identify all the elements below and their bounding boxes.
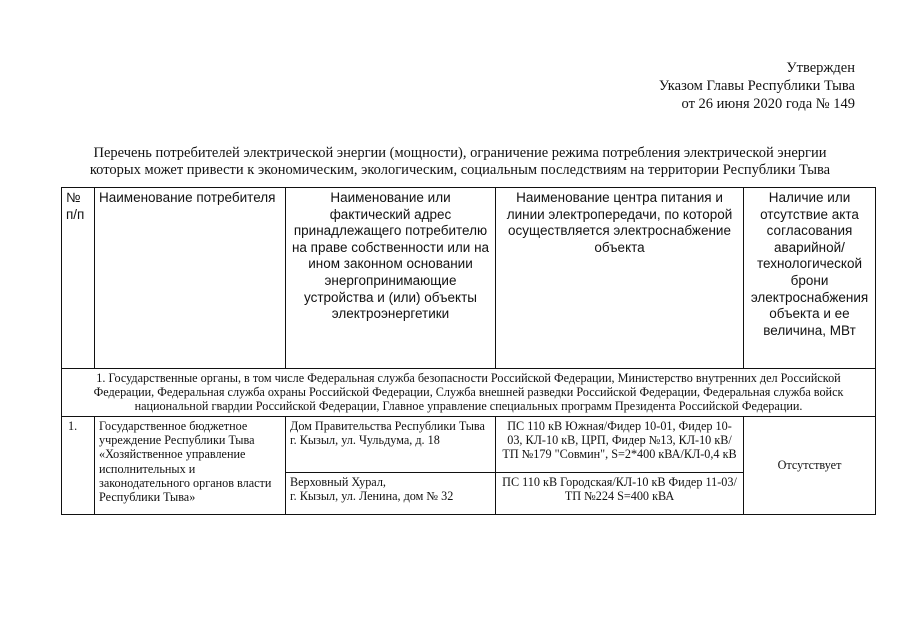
object-name: Дом Правительства Республики Тыва — [290, 418, 485, 433]
object-name: Верховный Хурал, — [290, 474, 386, 489]
document-title-line-2: которых может привести к экономическим, экологическим, социальным последствиям на территории Республики Тыва — [89, 162, 831, 178]
object-power-center: ПС 110 кВ Городская/КЛ-10 кВ Фидер 11-03/ТП №224 S=400 кВА — [496, 472, 744, 514]
header-reserve-act: Наличие или отсутствие акта согласования аварийной/ технологической брони электроснабжения объекта и ее величина, МВт — [744, 188, 876, 369]
table-row — [62, 416, 876, 472]
approval-line-date: от 26 июня 2020 года № 149 — [681, 96, 855, 112]
approval-line-approved: Утвержден — [786, 60, 855, 76]
row-consumer: Государственное бюджетное учреждение Республики Тыва «Хозяйственное управление исполнительных и законодательного органов власти Республики Тыва» — [95, 416, 286, 514]
approval-stamp — [659, 59, 855, 113]
header-consumer: Наименование потребителя — [95, 188, 286, 369]
row-number: 1. — [62, 416, 95, 514]
object-cell — [286, 472, 496, 514]
object-cell — [286, 416, 496, 472]
header-power-center: Наименование центра питания и линии электропередачи, по которой осуществляется электроснабжение объекта — [496, 188, 744, 369]
document-title — [60, 145, 860, 179]
row-reserve-act: Отсутствует — [744, 416, 876, 514]
header-num: № п/п — [62, 188, 95, 369]
section-heading: 1. Государственные органы, в том числе Федеральная служба безопасности Российской Федерации, Министерство внутренних дел Российской Федерации, Федеральная служба охраны Российской Федерации, Служба внешней разведки Российской Федерации, Федеральная служба войск национальной гвардии Российской Федерации, Главное управление специальных программ Президента Российской Федерации. — [62, 369, 876, 417]
section-row — [62, 369, 876, 417]
object-power-center: ПС 110 кВ Южная/Фидер 10-01, Фидер 10-03, КЛ-10 кВ, ЦРП, Фидер №13, КЛ-10 кВ/ТП №179 "Совмин", S=2*400 кВА/КЛ-0,4 кВ — [496, 416, 744, 472]
table-header-row — [62, 188, 876, 369]
header-address: Наименование или фактический адрес принадлежащего потребителю на праве собственности или на ином законном основании энергопринимающие устройства и (или) объекты электроэнергетики — [286, 188, 496, 369]
approval-line-decree: Указом Главы Республики Тыва — [658, 78, 855, 94]
document-title-line-1: Перечень потребителей электрической энергии (мощности), ограничение режима потребления электрической энергии — [93, 145, 827, 161]
object-address: г. Кызыл, ул. Чульдума, д. 18 — [290, 432, 440, 447]
consumers-table — [61, 187, 876, 515]
object-address: г. Кызыл, ул. Ленина, дом № 32 — [290, 488, 454, 503]
